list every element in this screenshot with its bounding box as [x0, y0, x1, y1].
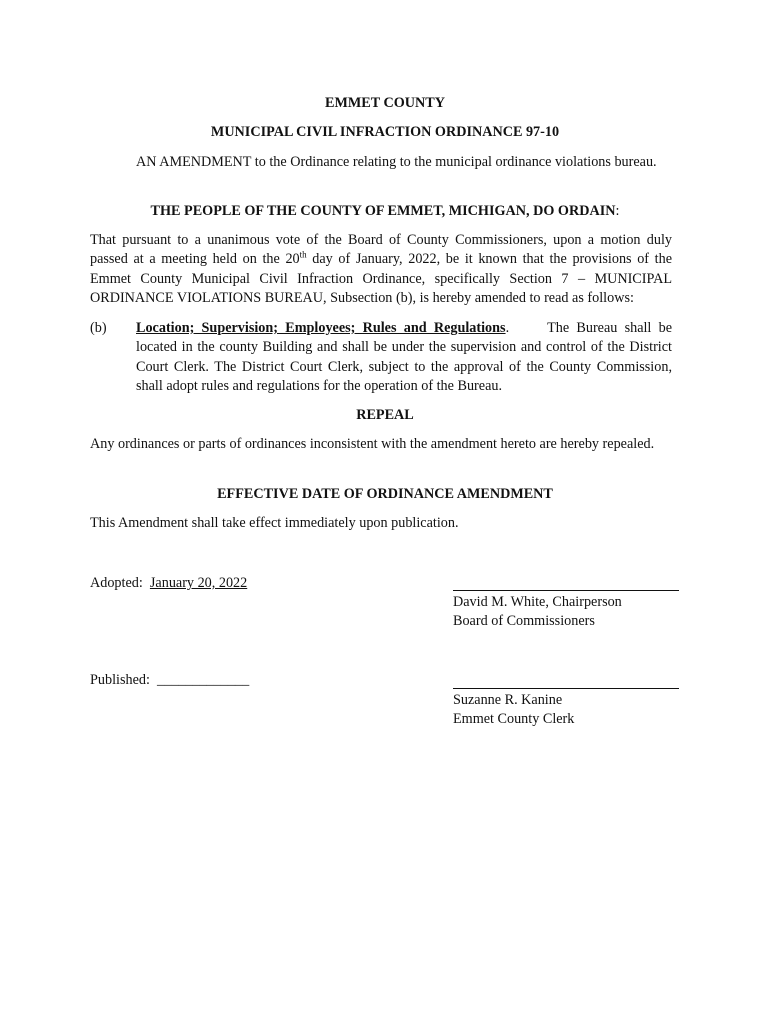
subsection-heading: Location; Supervision; Employees; Rules and Regulations	[136, 320, 506, 336]
ordain-heading-colon: :	[615, 203, 620, 219]
resolution-paragraph	[90, 231, 672, 309]
published-blank: _____________	[157, 672, 250, 688]
repeal-heading: REPEAL	[356, 407, 414, 423]
effective-date-text: This Amendment shall take effect immediately upon publication.	[90, 515, 459, 531]
signer-name-chairperson: David M. White, Chairperson	[453, 594, 622, 610]
adopted-date: January 20, 2022	[149, 575, 248, 591]
published-label: Published:	[90, 672, 150, 688]
subsection-body: The Bureau shall be located in the county Building and shall be under the supervision and control of the District Court Clerk. The District Court Clerk, subject to the approval of the County Commission, shall adopt rules and regulations for the operation of the Bureau.	[136, 320, 672, 395]
subsection-heading-period: .	[505, 320, 510, 336]
ordinal-suffix: th	[299, 249, 307, 260]
signer-name-clerk: Suzanne R. Kanine	[453, 692, 563, 708]
adopted-label: Adopted:	[90, 575, 143, 591]
ordain-heading-text: THE PEOPLE OF THE COUNTY OF EMMET, MICHIGAN, DO ORDAIN	[150, 203, 616, 219]
signer-title-chairperson: Board of Commissioners	[453, 613, 595, 629]
subsection-marker: (b)	[90, 320, 107, 336]
signature-line-chairperson	[453, 590, 679, 591]
subsection-paragraph	[136, 319, 672, 397]
effective-date-heading: EFFECTIVE DATE OF ORDINANCE AMENDMENT	[217, 486, 553, 502]
repeal-text: Any ordinances or parts of ordinances inconsistent with the amendment hereto are hereby repealed.	[90, 436, 655, 452]
county-heading: EMMET COUNTY	[325, 95, 445, 111]
amendment-intro: AN AMENDMENT to the Ordinance relating to the municipal ordinance violations bureau.	[136, 154, 657, 170]
resolution-text-2: day of January, 2022, be it known that the provisions of the Emmet County Municipal Civil Infraction Ordinance, specifically Section 7 – MUNICIPAL ORDINANCE VIOLATIONS BUREAU, Subsection (b), is hereby amended to read as follows:	[90, 251, 672, 307]
ordain-heading	[0, 202, 770, 221]
signature-line-clerk	[453, 688, 679, 689]
ordinance-title: MUNICIPAL CIVIL INFRACTION ORDINANCE 97-10	[210, 124, 560, 140]
resolution-text-1: That pursuant to a unanimous vote of the Board of County Commissioners, upon a motion duly passed at a meeting held on the 20	[90, 232, 672, 268]
signer-title-clerk: Emmet County Clerk	[453, 711, 575, 727]
adopted-line	[90, 574, 247, 593]
published-line	[90, 671, 249, 690]
